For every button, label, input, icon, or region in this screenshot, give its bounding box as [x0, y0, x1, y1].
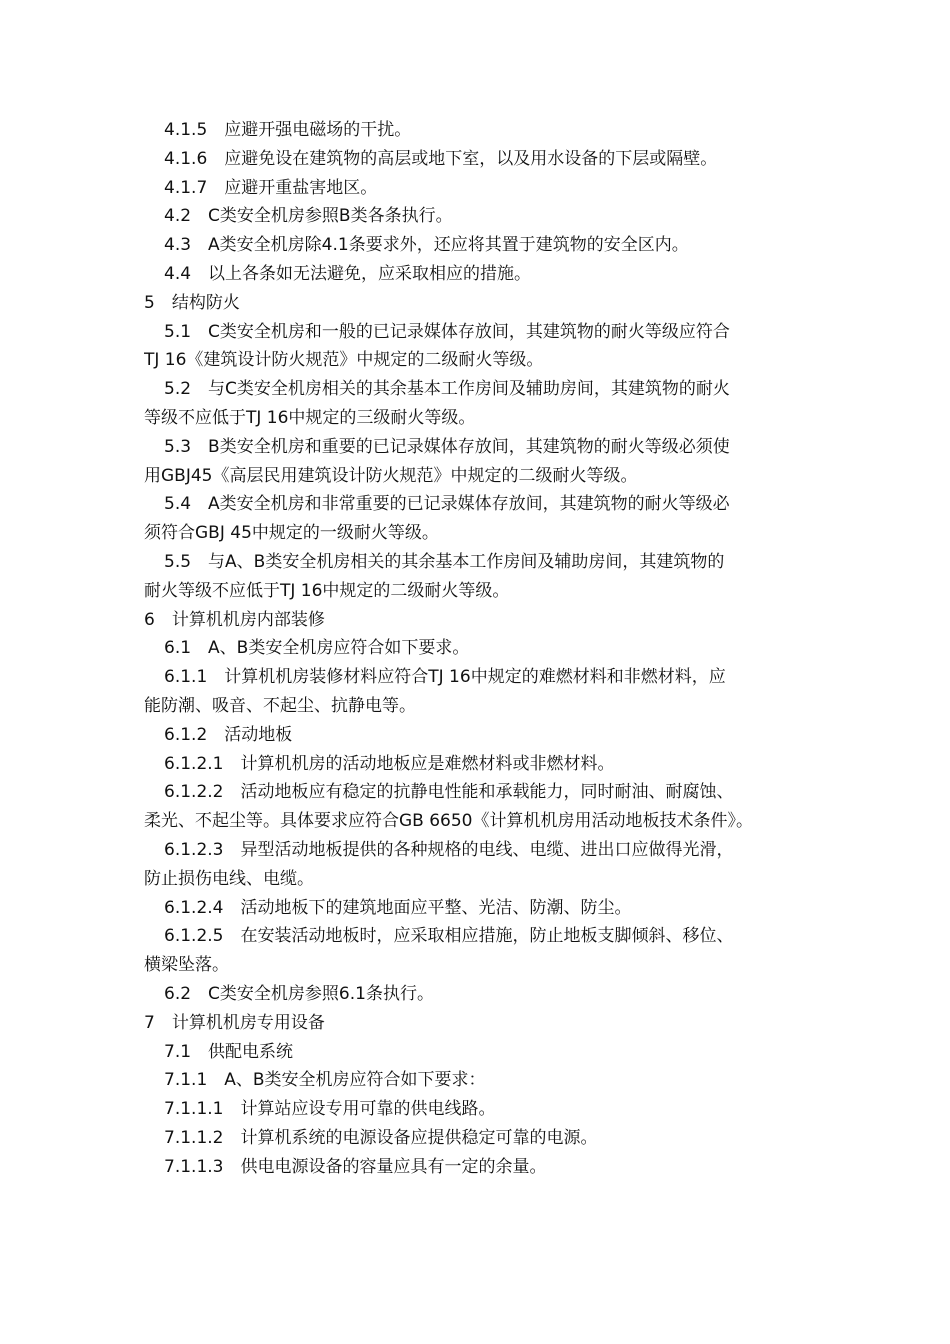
paragraph-line: 6.1.2.2 活动地板应有稳定的抗静电性能和承载能力，同时耐油、耐腐蚀、: [164, 782, 734, 803]
paragraph-continuation-line: 用GBJ45《高层民用建筑设计防火规范》中规定的二级耐火等级。: [144, 465, 638, 486]
paragraph-line: 5.3 B类安全机房和重要的已记录媒体存放间，其建筑物的耐火等级必须使: [164, 436, 730, 457]
paragraph-continuation-line: 柔光、不起尘等。具体要求应符合GB 6650《计算机机房用活动地板技术条件》。: [144, 811, 754, 832]
paragraph-line: 7.1 供配电系统: [164, 1041, 294, 1062]
paragraph-continuation-line: 防止损伤电线、电缆。: [144, 868, 314, 889]
paragraph-line: 5.1 C类安全机房和一般的已记录媒体存放间，其建筑物的耐火等级应符合: [164, 321, 730, 342]
paragraph-line: 7.1.1.1 计算站应设专用可靠的供电线路。: [164, 1099, 496, 1120]
paragraph-line: 6.1.2.1 计算机机房的活动地板应是难燃材料或非燃材料。: [164, 753, 615, 774]
paragraph-line: 4.1.7 应避开重盐害地区。: [164, 177, 378, 198]
paragraph-line: 5.2 与C类安全机房相关的其余基本工作房间及辅助房间，其建筑物的耐火: [164, 379, 730, 400]
paragraph-line: 4.3 A类安全机房除4.1条要求外，还应将其置于建筑物的安全区内。: [164, 235, 689, 256]
paragraph-line: 4.1.5 应避开强电磁场的干扰。: [164, 120, 412, 140]
paragraph-continuation-line: 横梁坠落。: [144, 955, 229, 976]
section-heading: 7 计算机机房专用设备: [144, 1012, 325, 1033]
paragraph-line: 7.1.1.2 计算机系统的电源设备应提供稳定可靠的电源。: [164, 1127, 598, 1148]
paragraph-line: 6.2 C类安全机房参照6.1条执行。: [164, 983, 434, 1004]
paragraph-line: 7.1.1 A、B类安全机房应符合如下要求：: [164, 1070, 486, 1091]
paragraph-line: 5.5 与A、B类安全机房相关的其余基本工作房间及辅助房间，其建筑物的: [164, 551, 725, 572]
paragraph-line: 6.1.2.4 活动地板下的建筑地面应平整、光洁、防潮、防尘。: [164, 897, 632, 918]
paragraph-line: 6.1.1 计算机机房装修材料应符合TJ 16中规定的难燃材料和非燃材料，应: [164, 667, 726, 688]
document-body: [144, 116, 809, 1181]
paragraph-line: 4.1.6 应避免设在建筑物的高层或地下室，以及用水设备的下层或隔壁。: [164, 148, 718, 169]
paragraph-continuation-line: 须符合GBJ 45中规定的一级耐火等级。: [144, 523, 439, 544]
paragraph-continuation-line: 能防潮、吸音、不起尘、抗静电等。: [144, 695, 416, 716]
paragraph-continuation-line: TJ 16《建筑设计防火规范》中规定的二级耐火等级。: [144, 350, 544, 371]
paragraph-line: 6.1.2 活动地板: [164, 724, 293, 745]
section-heading: 5 结构防火: [144, 292, 240, 313]
paragraph-line: 5.4 A类安全机房和非常重要的已记录媒体存放间，其建筑物的耐火等级必: [164, 494, 730, 515]
paragraph-line: 4.2 C类安全机房参照B类各条执行。: [164, 206, 453, 227]
paragraph-continuation-line: 耐火等级不应低于TJ 16中规定的二级耐火等级。: [144, 580, 510, 601]
paragraph-line: 6.1.2.3 异型活动地板提供的各种规格的电线、电缆、进出口应做得光滑，: [164, 839, 734, 860]
paragraph-line: 4.4 以上各条如无法避免，应采取相应的措施。: [164, 263, 532, 284]
paragraph-continuation-line: 等级不应低于TJ 16中规定的三级耐火等级。: [144, 407, 476, 428]
paragraph-line: 6.1.2.5 在安装活动地板时，应采取相应措施，防止地板支脚倾斜、移位、: [164, 926, 734, 947]
paragraph-line: 6.1 A、B类安全机房应符合如下要求。: [164, 638, 470, 659]
paragraph-line: 7.1.1.3 供电电源设备的容量应具有一定的余量。: [164, 1156, 547, 1177]
section-heading: 6 计算机机房内部装修: [144, 609, 325, 630]
